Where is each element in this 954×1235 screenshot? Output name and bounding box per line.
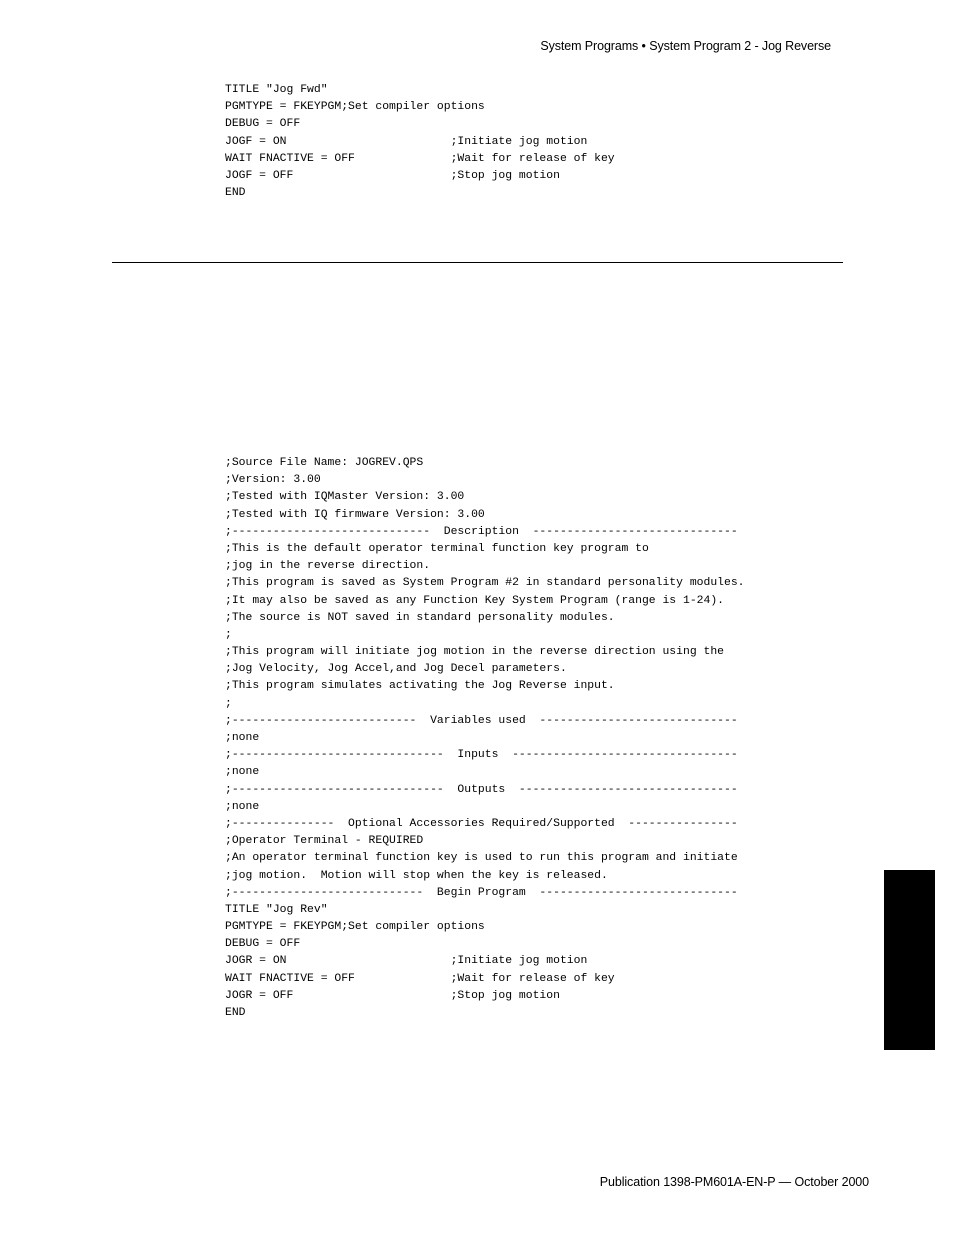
- code-line: ;Tested with IQ firmware Version: 3.00: [225, 508, 485, 521]
- code-listing-jog-fwd: [225, 82, 615, 202]
- code-line: ;Version: 3.00: [225, 474, 321, 487]
- code-line: TITLE "Jog Rev": [225, 903, 328, 916]
- code-line: ;An operator terminal function key is used to run this program and initiate: [225, 852, 738, 865]
- code-line: ;----------------------------- Description ------------------------------: [225, 525, 738, 538]
- code-line: ;Tested with IQMaster Version: 3.00: [225, 491, 465, 504]
- code-line: ;none: [225, 766, 260, 779]
- code-line: ;none: [225, 732, 260, 744]
- code-line: ;------------------------------- Inputs ---------------------------------: [225, 749, 738, 762]
- code-line: ;This program simulates activating the Jog Reverse input.: [225, 680, 615, 693]
- code-line: PGMTYPE = FKEYPGM;Set compiler options: [225, 101, 485, 114]
- code-line: ;--------------- Optional Accessories Required/Supported ----------------: [225, 817, 738, 830]
- code-line: END: [225, 1007, 246, 1019]
- code-line: ;This program will initiate jog motion in the reverse direction using the: [225, 646, 724, 659]
- code-line: JOGF = OFF ;Stop jog motion: [225, 169, 560, 182]
- publication-footer: Publication 1398-PM601A-EN-P — October 2000: [599, 1175, 869, 1189]
- chapter-thumb-tab: [884, 870, 935, 1050]
- code-line: WAIT FNACTIVE = OFF ;Wait for release of key: [225, 972, 615, 985]
- running-header: System Programs • System Program 2 - Jog Reverse: [540, 39, 831, 53]
- code-line: ;It may also be saved as any Function Key System Program (range is 1-24).: [225, 594, 724, 607]
- code-line: TITLE "Jog Fwd": [225, 84, 328, 96]
- code-listing-jog-rev: [225, 455, 745, 1022]
- code-line: DEBUG = OFF: [225, 118, 301, 131]
- code-line: JOGR = ON ;Initiate jog motion: [225, 955, 588, 968]
- code-line: ;none: [225, 800, 260, 813]
- code-line: ;: [225, 697, 232, 710]
- code-line: ;jog in the reverse direction.: [225, 560, 431, 573]
- code-line: JOGR = OFF ;Stop jog motion: [225, 989, 560, 1002]
- code-line: ;: [225, 628, 232, 641]
- code-line: ;This program is saved as System Program #2 in standard personality modules.: [225, 577, 745, 590]
- code-line: ;---------------------------- Begin Program -----------------------------: [225, 886, 738, 899]
- code-line: ;--------------------------- Variables used -----------------------------: [225, 714, 738, 727]
- section-divider: [112, 262, 843, 263]
- code-line: ;jog motion. Motion will stop when the key is released.: [225, 869, 608, 882]
- code-line: ;The source is NOT saved in standard personality modules.: [225, 611, 615, 624]
- code-line: JOGF = ON ;Initiate jog motion: [225, 135, 588, 148]
- code-line: DEBUG = OFF: [225, 938, 301, 951]
- code-line: WAIT FNACTIVE = OFF ;Wait for release of key: [225, 152, 615, 165]
- code-line: ;This is the default operator terminal function key program to: [225, 542, 649, 555]
- code-line: END: [225, 187, 246, 200]
- code-line: ;Source File Name: JOGREV.QPS: [225, 457, 424, 469]
- code-line: ;Operator Terminal - REQUIRED: [225, 835, 424, 848]
- code-line: ;------------------------------- Outputs --------------------------------: [225, 783, 738, 796]
- code-line: PGMTYPE = FKEYPGM;Set compiler options: [225, 921, 485, 934]
- code-line: ;Jog Velocity, Jog Accel,and Jog Decel parameters.: [225, 663, 567, 676]
